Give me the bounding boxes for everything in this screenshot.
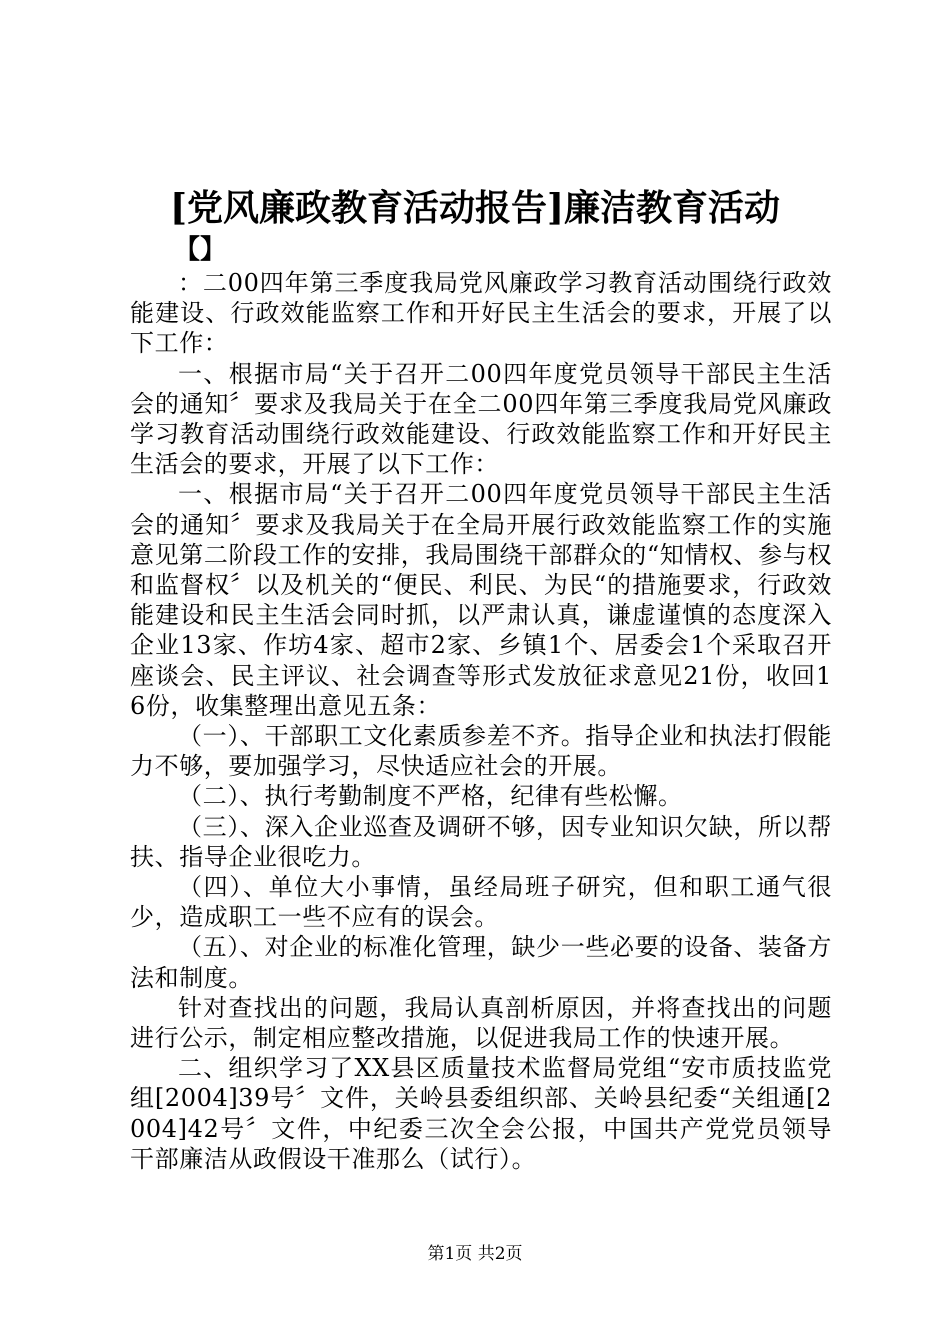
paragraph-opinion-2: （二）、执行考勤制度不严格，纪律有些松懈。 bbox=[178, 782, 683, 811]
document-body bbox=[130, 268, 832, 1174]
paragraph-opinion-1: （一）、干部职工文化素质参差不齐。指导企业和执法打假能力不够，要加强学习，尽快适应社会的开展。 bbox=[130, 722, 832, 781]
paragraph-item-1b: 一、根据市局“关于召开二00四年度党员领导干部民主生活会的通知〞要求及我局关于在全局开展行政效能监察工作的实施意见第二阶段工作的安排，我局围绕干部群众的“知情权、参与权和监督权〞以及机关的“便民、利民、为民“的措施要求，行政效能建设和民主生活会同时抓，以严肃认真，谦虚谨慎的态度深入企业13家、作坊4家、超市2家、乡镇1个、居委会1个采取召开座谈会、民主评议、社会调查等形式发放征求意见21份，收回16份，收集整理出意见五条： bbox=[130, 480, 832, 720]
paragraph-opinion-4: （四）、单位大小事情，虽经局班子研究，但和职工通气很少，造成职工一些不应有的误会。 bbox=[130, 873, 832, 932]
paragraph-item-1a: 一、根据市局“关于召开二00四年度党员领导干部民主生活会的通知〞要求及我局关于在全二00四年第三季度我局党风廉政学习教育活动围绕行政效能建设、行政效能监察工作和开好民主生活会的要求，开展了以下工作： bbox=[130, 359, 832, 479]
paragraph-rectification: 针对查找出的问题，我局认真剖析原因，并将查找出的问题进行公示，制定相应整改措施，以促进我局工作的快速开展。 bbox=[130, 993, 832, 1053]
paragraph-item-2: 二、组织学习了XX县区质量技术监督局党组“安市质技监党组[2004]39号〞文件，关岭县委组织部、关岭县纪委“关组通[2004]42号〞文件，中纪委三次全会公报，中国共产党党员领导干部廉洁从政假设干准那么（试行）。 bbox=[130, 1054, 832, 1173]
document-title: [党风廉政教育活动报告]廉洁教育活动 bbox=[169, 187, 781, 229]
paragraph-intro: ：二00四年第三季度我局党风廉政学习教育活动围绕行政效能建设、行政效能监察工作和开好民主生活会的要求，开展了以下工作： bbox=[130, 269, 832, 358]
paragraph-opinion-5: （五）、对企业的标准化管理，缺少一些必要的设备、装备方法和制度。 bbox=[130, 933, 832, 992]
document-subtitle: 【】 bbox=[174, 235, 227, 265]
page-footer: 第1页 共2页 bbox=[427, 1244, 523, 1264]
paragraph-opinion-3: （三）、深入企业巡查及调研不够，因专业知识欠缺，所以帮扶、指导企业很吃力。 bbox=[130, 812, 832, 871]
